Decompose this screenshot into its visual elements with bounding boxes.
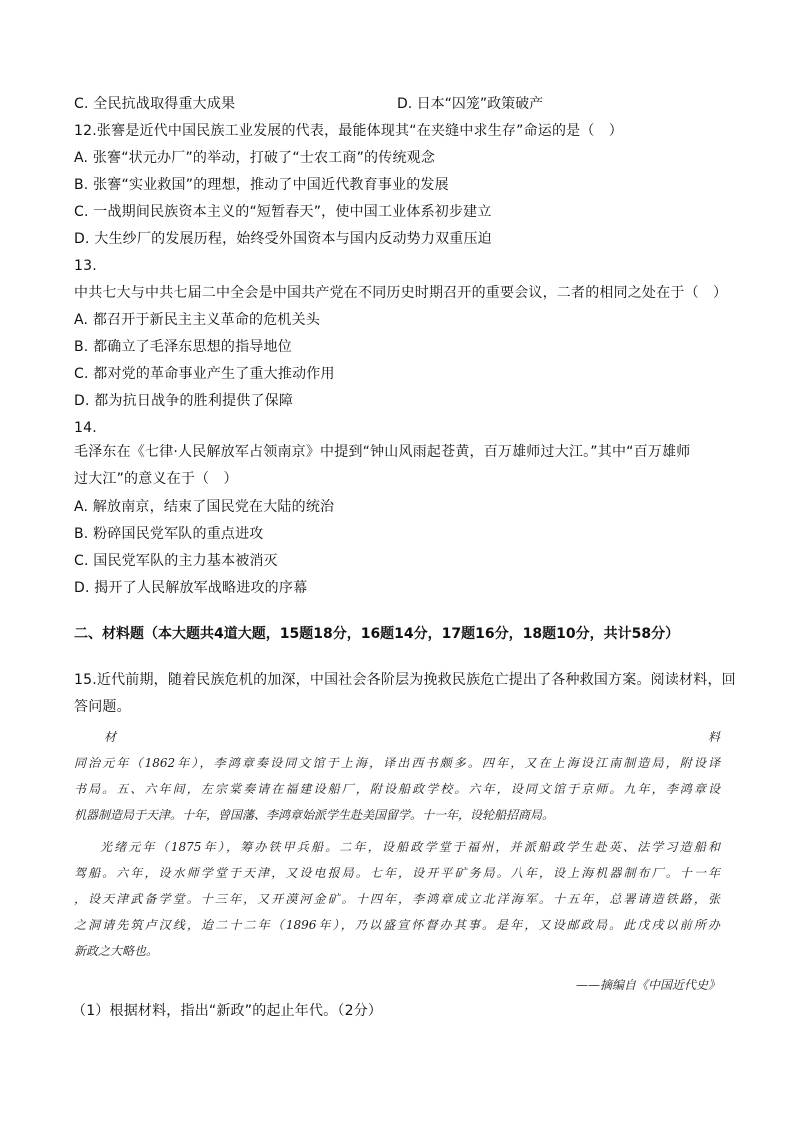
q14-option-a: A. 解放南京，结束了国民党在大陆的统治 <box>74 499 335 515</box>
q12-option-d: D. 大生纱厂的发展历程，始终受外国资本与国内反动势力双重压迫 <box>74 231 492 247</box>
section-2-title: 二、材料题（本大题共4道大题，15题18分，16题14分，17题16分，18题10分，共计58分） <box>74 626 680 642</box>
q12-option-b: B. 张謇“实业救国”的理想，推动了中国近代教育事业的发展 <box>74 177 449 193</box>
q12-option-c: C. 一战期间民族资本主义的“短暂春天”，使中国工业体系初步建立 <box>74 204 492 220</box>
material-block <box>74 724 720 999</box>
q15-subquestion-1: （1）根据材料，指出“新政”的起止年代。（2分） <box>72 1003 383 1019</box>
material-heading <box>104 724 720 750</box>
material-p1-line1: 同治元年（1862年），李鸿章奏设同文馆于上海，译出西书颇多。四年，又在上海设江南制造局，附设译 <box>74 756 720 770</box>
material-p1-line2: 书局。五、六年间，左宗棠奏请在福建设船厂，附设船政学校。六年，设同文馆于京师。九年，李鸿章设 <box>74 782 720 796</box>
q15-stem-line1: 15.近代前期，随着民族危机的加深，中国社会各阶层为挽救民族危亡提出了各种救国方案。阅读材料，回 <box>74 672 736 688</box>
material-heading-left: 材 <box>104 730 117 744</box>
q14-stem-line1: 毛泽东在《七律·人民解放军占领南京》中提到“钟山风雨起苍黄，百万雄师过大江。”其中“百万雄师 <box>74 444 691 460</box>
material-p2-line2: 驾船。六年，设水师学堂于天津，又设电报局。七年，设开平矿务局。八年，设上海机器制布厂。十一年 <box>74 866 720 880</box>
q11-option-c: C. 全民抗战取得重大成果 <box>74 96 236 112</box>
q11-option-d: D. 日本“囚笼”政策破产 <box>397 96 544 112</box>
material-p1-line3: 机器制造局于天津。十年，曾国藩、李鸿章始派学生赴美国留学。十一年，设轮船招商局。 <box>74 808 555 822</box>
q13-stem: 中共七大与中共七届二中全会是中国共产党在不同历史时期召开的重要会议，二者的相同之处在于（ ） <box>74 285 728 301</box>
q14-option-c: C. 国民党军队的主力基本被消灭 <box>74 553 278 569</box>
q13-option-d: D. 都为抗日战争的胜利提供了保障 <box>74 393 294 409</box>
material-p2-line5: 新政之大略也。 <box>74 944 159 958</box>
material-p2-line1: 光绪元年（1875年），筹办铁甲兵船。二年，设船政学堂于福州，并派船政学生赴英、法学习造船和 <box>100 840 720 854</box>
q14-option-b: B. 粉碎国民党军队的重点进攻 <box>74 526 264 542</box>
q13-option-a: A. 都召开于新民主主义革命的危机关头 <box>74 312 321 328</box>
material-p2-line4: 之洞请先筑卢汉线，迨二十二年（1896年），乃以盛宣怀督办其事。是年，又设邮政局。此戊戌以前所办 <box>74 918 720 932</box>
q13-option-b: B. 都确立了毛泽东思想的指导地位 <box>74 339 292 355</box>
material-heading-right: 料 <box>707 730 720 744</box>
material-p2-line3: ，设天津武备学堂。十三年，又开漠河金矿。十四年，李鸿章成立北洋海军。十五年，总署请造铁路，张 <box>74 892 720 906</box>
q13-option-c: C. 都对党的革命事业产生了重大推动作用 <box>74 366 335 382</box>
q15-stem-line2: 答问题。 <box>74 699 131 715</box>
q14-number: 14. <box>74 420 97 436</box>
q12-option-a: A. 张謇“状元办厂”的举动，打破了“士农工商”的传统观念 <box>74 150 436 166</box>
q14-stem-line2: 过大江”的意义在于（ ） <box>74 471 238 487</box>
q12-stem: 12.张謇是近代中国民族工业发展的代表，最能体现其“在夹缝中求生存”命运的是（ ） <box>74 123 623 139</box>
q13-number: 13. <box>74 258 97 274</box>
material-source: ——摘编自《中国近代史》 <box>575 978 720 992</box>
q14-option-d: D. 揭开了人民解放军战略进攻的序幕 <box>74 580 308 596</box>
